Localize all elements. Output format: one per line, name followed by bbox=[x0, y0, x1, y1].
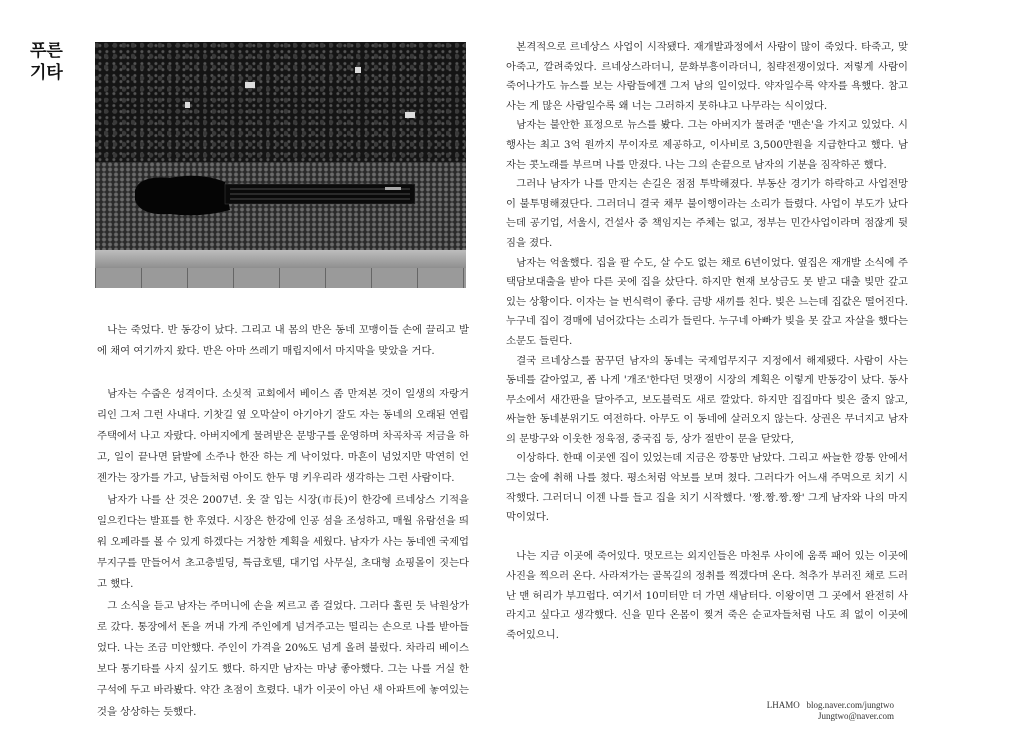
author-email[interactable]: Jungtwo@naver.com bbox=[817, 711, 894, 721]
litter bbox=[245, 82, 255, 88]
paragraph: 나는 지금 이곳에 죽어있다. 멋모르는 외지인들은 마천루 사이에 움푹 패어 있는 이곳에 사진을 찍으러 온다. 사라져가는 골목길의 정취를 찍겠다며 온다. 척추가 부러진 채로 드러난 맨 허리가 부끄럽다. 여기서 10미터만 더 가면 새남터다. 이왕이면 그 곳에서 완전히 사라지고 싶다고 생각했다. 신을 믿다 온몸이 찢겨 죽은 순교자들처럼 나도 죄 없이 이곳에 죽어있으니. bbox=[506, 550, 908, 641]
litter bbox=[405, 112, 415, 118]
paragraph: 남자는 억울했다. 집을 팔 수도, 살 수도 없는 채로 6년이었다. 옆집은 재개발 소식에 주택담보대출을 받아 다른 곳에 집을 샀단다. 하지만 현재 보상금도 못 받고 대출 빚만 갚고 있는 상황이다. 이자는 늘 번식력이 좋다. 금방 새끼를 친다. 빚은 느는데 집값은 떨어진다. 누구네 집이 경매에 넘어갔다는 소리가 들린다. 누구네 아빠가 빚을 못 갚고 자살을 했다는 소문도 들린다. bbox=[506, 256, 908, 347]
litter bbox=[355, 67, 361, 73]
paragraph: 이상하다. 한때 이곳엔 집이 있었는데 지금은 깡통만 남았다. 그리고 싸늘한 깡통 안에서 그는 술에 취해 나를 쳤다. 평소처럼 악보를 보며 쳤다. 그러다가 어느새 주먹으로 치기 시작했다. 그러더니 이젠 나를 들고 집을 치기 시작했다. '짱.짱.짱.짱' 그게 남자와 나의 마지막이었다. bbox=[506, 452, 908, 524]
article-title: 푸른 기타 bbox=[30, 41, 63, 83]
paragraph: 남자는 수줍은 성격이다. 소싯적 교회에서 베이스 좀 만져본 것이 일생의 자랑거리인 그저 그런 사내다. 기찻길 옆 오막살이 아기아기 잘도 자는 동네의 오래된 연립주택에서 나고 자랐다. 아버지에게 물려받은 문방구를 운영하며 차곡차곡 저금을 하고, 일이 끝나면 닭발에 소주나 한잔 하는 게 낙이었다. 마흔이 넘었지만 막연히 언젠가는 장가를 가고, 남들처럼 아이도 한두 명 키우리라 생각하는 그런 사람이다. bbox=[97, 387, 469, 485]
paragraph: 나는 죽었다. 반 동강이 났다. 그리고 내 몸의 반은 동네 꼬맹이들 손에 끌리고 발에 채여 여기까지 왔다. 반은 아마 쓰레기 매립지에서 마지막을 맞았을 거다. bbox=[97, 324, 469, 358]
author-credit bbox=[752, 700, 894, 722]
broken-bass-guitar-icon bbox=[130, 170, 420, 218]
blog-link[interactable]: blog.naver.com/jungtwo bbox=[806, 700, 894, 710]
bass-guitar-photo bbox=[95, 42, 466, 288]
paragraph: 본격적으로 르네상스 사업이 시작됐다. 재개발과정에서 사람이 많이 죽었다. 타죽고, 맞아죽고, 깔려죽었다. 르네상스라더니, 문화부흥이라더니, 침략전쟁이었다. 저렇게 사람이 죽어나가도 뉴스를 보는 사람들에겐 그저 남의 일이었다. 약자일수록 약자를 욕했다. 참고 사는 게 많은 사람일수록 왜 너는 그러하지 못하냐고 나무라는 식이었다. bbox=[506, 41, 908, 112]
concrete-curb bbox=[95, 250, 466, 268]
paragraph: 남자는 불안한 표정으로 뉴스를 봤다. 그는 아버지가 물려준 '맨손'을 가지고 있었다. 시행사는 최고 3억 원까지 무이자로 제공하고, 이사비로 3,500만원을 지급한다고 했다. 남자는 콧노래를 부르며 나를 만졌다. 나는 그의 손끝으로 남자의 기분을 짐작하곤 했다. bbox=[506, 119, 908, 171]
paving-stones bbox=[95, 268, 466, 288]
litter bbox=[185, 102, 190, 108]
paragraph: 그 소식을 듣고 남자는 주머니에 손을 찌르고 좀 걸었다. 그러다 홀린 듯 낙원상가로 갔다. 통장에서 돈을 꺼내 가게 주인에게 넘겨주고는 떨리는 손으로 나를 받아들었다. 나는 조금 미안했다. 주인이 가격을 20%도 넘게 올려 불렀다. 차라리 베이스 보다 통기타를 사지 싶기도 했다. 하지만 남자는 마냥 좋아했다. 그는 나를 거실 한구석에 두고 바라봤다. 약간 초점이 흐렸다. 내가 이곳이 아닌 새 아파트에 놓여있는 것을 상상하는 듯했다. bbox=[97, 599, 469, 718]
paragraph: 결국 르네상스를 꿈꾸던 남자의 동네는 국제업무지구 지정에서 해제됐다. 사람이 사는 동네를 갈아엎고, 폼 나게 '개조'한다던 멋쟁이 시장의 계획은 이렇게 반동강이 났다. 동사무소에서 새간판을 달아주고, 보도블럭도 새로 깔았다. 하지만 집집마다 빚은 줄지 않고, 싸늘한 동네분위기도 여전하다. 아무도 이 동네에 살러오지 않는다. 상권은 무너지고 남자의 문방구와 이웃한 정육점, 중국집 등, 상가 절반이 문을 닫았다, bbox=[506, 354, 908, 445]
right-column-text bbox=[506, 38, 908, 645]
paragraph: 그러나 남자가 나를 만지는 손길은 점점 투박해졌다. 부동산 경기가 하락하고 사업전망이 불투명해졌단다. 그러더니 결국 채무 불이행이라는 소리가 들렸다. 사업이 부도가 났다는데 공기업, 서울시, 건설사 중 책임지는 주체는 없고, 정부는 민간사업이라며 점잖게 뒷짐을 졌다. bbox=[506, 178, 908, 249]
author-name: LHAMO bbox=[766, 700, 800, 710]
left-column-text bbox=[97, 320, 469, 723]
paragraph: 남자가 나를 산 것은 2007년. 옷 잘 입는 시장(市長)이 한강에 르네상스 기적을 일으킨다는 발표를 한 후였다. 시장은 한강에 인공 섬을 조성하고, 매월 유람선을 띄워 오페라를 볼 수 있게 하겠다는 거창한 계획을 세웠다. 남자가 사는 동네엔 국제업무지구를 만들어서 초고층빌딩, 특급호텔, 대기업 사무실, 초대형 쇼핑몰이 짓는다고 했다. bbox=[97, 493, 469, 591]
